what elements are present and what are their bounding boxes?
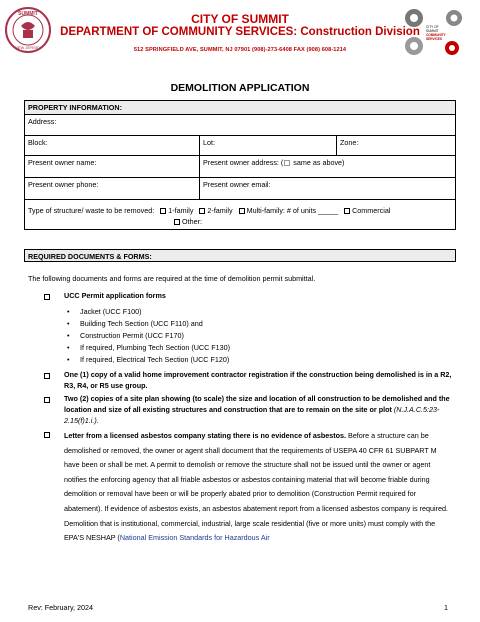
- svg-text:COMMUNITY: COMMUNITY: [426, 33, 446, 37]
- page-number: 1: [444, 603, 448, 612]
- two-family-checkbox[interactable]: [199, 208, 205, 214]
- site-plan-text: [64, 394, 454, 426]
- ucc-forms-list: [80, 306, 230, 366]
- department-name: DEPARTMENT OF COMMUNITY SERVICES: Construction Division: [60, 26, 420, 38]
- list-item: • Jacket (UCC F100): [80, 306, 230, 318]
- owner-phone-label: Present owner phone:: [28, 180, 99, 189]
- svg-text:SUMMIT: SUMMIT: [426, 29, 439, 33]
- block-label: Block:: [28, 138, 48, 147]
- svg-text:CITY OF: CITY OF: [426, 25, 439, 29]
- commercial-checkbox[interactable]: [344, 208, 350, 214]
- property-info-table: [24, 100, 456, 230]
- city-name: CITY OF SUMMIT: [191, 12, 289, 26]
- svg-text:SUMMIT: SUMMIT: [18, 11, 38, 17]
- ucc-forms-title: UCC Permit application forms: [64, 291, 166, 300]
- property-section-title: PROPERTY INFORMATION:: [25, 101, 456, 115]
- owner-address-field[interactable]: [200, 156, 456, 178]
- list-item: • If required, Electrical Tech Section (UCC F120): [80, 354, 230, 366]
- owner-address-label: Present owner address: (: [203, 158, 284, 167]
- required-intro: The following documents and forms are required at the time of demolition permit submittal.: [28, 274, 316, 283]
- owner-phone-field[interactable]: [25, 178, 200, 200]
- contractor-registration-checkbox[interactable]: [44, 373, 50, 379]
- owner-email-field[interactable]: [200, 178, 456, 200]
- address-label: Address:: [28, 117, 57, 126]
- one-family-checkbox[interactable]: [160, 208, 166, 214]
- contractor-registration-text: One (1) copy of a valid home improvement contractor registration if the construction being demolished is in a R2, R3, R4, or R5 use group.: [64, 370, 452, 390]
- same-as-above-label: same as above): [291, 158, 345, 167]
- owner-name-field[interactable]: [25, 156, 200, 178]
- owner-name-label: Present owner name:: [28, 158, 97, 167]
- two-family-label: 2-family: [207, 206, 233, 215]
- one-family-label: 1-family: [168, 206, 194, 215]
- owner-email-label: Present owner email:: [203, 180, 271, 189]
- zone-label: Zone:: [340, 138, 359, 147]
- other-checkbox[interactable]: [174, 219, 180, 225]
- site-plan-bold: Two (2) copies of a site plan showing (to scale) the size and location of all construction to be demolished and the location and size of all existing structures and construction that are to remain on the site or plot: [64, 394, 450, 414]
- list-item: • Building Tech Section (UCC F110) and: [80, 318, 230, 330]
- multi-family-checkbox[interactable]: [239, 208, 245, 214]
- svg-text:NEW JERSEY: NEW JERSEY: [14, 45, 42, 50]
- asbestos-letter-checkbox[interactable]: [44, 432, 50, 438]
- asbestos-letter-bold: Letter from a licensed asbestos company stating there is no evidence of asbestos.: [64, 431, 346, 440]
- structure-type-label: Type of structure/ waste to be removed:: [28, 206, 155, 215]
- asbestos-letter-text: [64, 429, 454, 546]
- block-field[interactable]: [25, 136, 200, 156]
- commercial-label: Commercial: [352, 206, 391, 215]
- lot-field[interactable]: [200, 136, 337, 156]
- lot-label: Lot:: [203, 138, 215, 147]
- document-title: DEMOLITION APPLICATION: [170, 82, 310, 94]
- multi-family-label: Multi-family: # of units _____: [246, 206, 339, 215]
- ucc-forms-checkbox[interactable]: [44, 294, 50, 300]
- revision-date: Rev: February, 2024: [28, 603, 93, 612]
- same-as-above-checkbox[interactable]: [284, 160, 290, 166]
- structure-type-row: [25, 200, 456, 230]
- list-item: • If required, Plumbing Tech Section (UCC F130): [80, 342, 230, 354]
- neshap-link[interactable]: National Emission Standards for Hazardous Air: [119, 533, 270, 543]
- required-docs-section-title: REQUIRED DOCUMENTS & FORMS:: [24, 249, 456, 262]
- address-field[interactable]: [25, 115, 456, 136]
- address-line: 512 SPRINGFIELD AVE, SUMMIT, NJ 07901 (908)-273-6408 FAX (908) 608-1214: [133, 47, 347, 53]
- site-plan-citation: (N.J.A.C.5:23-2.15(f)1.i.).: [64, 404, 440, 425]
- other-label: Other:: [182, 217, 202, 226]
- list-item: • Construction Permit (UCC F170): [80, 330, 230, 342]
- site-plan-checkbox[interactable]: [44, 397, 50, 403]
- zone-field[interactable]: [337, 136, 456, 156]
- svg-text:SERVICES: SERVICES: [426, 37, 443, 41]
- asbestos-letter-body: Before a structure can be demolished or removed, the owner or agent shall document that the requirements of USEPA 40 CFR 61 SUBPART M have been or shall be met. A permit to demolish or remove the structure shall not be issued until the owner or agent notifies the enforcing agency that all friable asbestos or asbestos containing material that will become friable during demolition or removal have been or will be properly abated prior to demolition (Construction Permit required for abatement). If evidence of asbestos exists, an asbestos abatement report from a licensed asbestos company is required. Demolition that is institutional, commercial, industrial, large scale residential (five or more units) must comply with the EPA'S NESHAP (: [64, 431, 448, 543]
